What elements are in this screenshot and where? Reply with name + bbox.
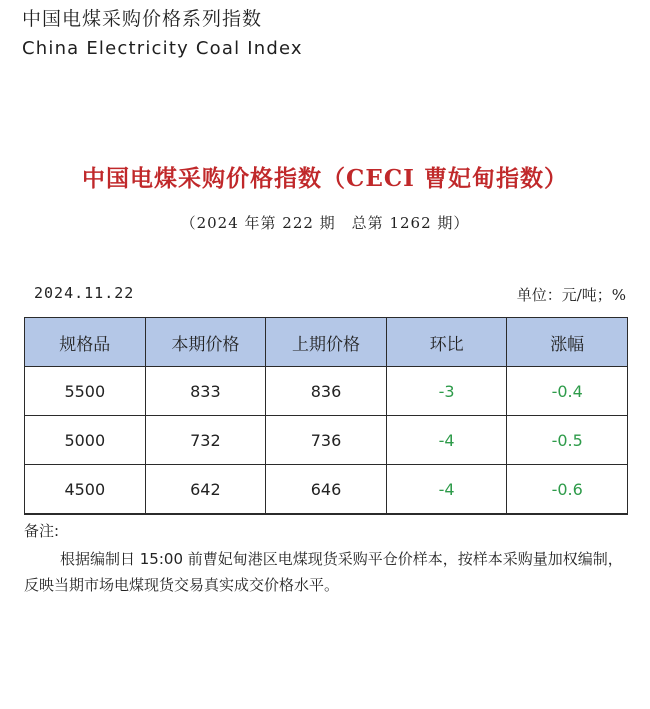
table-row: [25, 465, 628, 515]
cell-spec: 5500: [25, 367, 146, 416]
column-header-pct: 涨幅: [507, 318, 628, 367]
cell-change: -3: [386, 367, 507, 416]
notes-label: 备注:: [24, 522, 60, 540]
column-header-current: 本期价格: [145, 318, 266, 367]
cell-spec: 5000: [25, 416, 146, 465]
cell-change: -4: [386, 416, 507, 465]
report-title: 中国电煤采购价格指数（CECI 曹妃甸指数）: [82, 165, 568, 192]
cell-previous: 736: [266, 416, 387, 465]
price-index-table: [24, 317, 628, 515]
column-header-previous: 上期价格: [266, 318, 387, 367]
cell-pct: -0.4: [507, 367, 628, 416]
notes-text: 根据编制日 15:00 前曹妃甸港区电煤现货采购平仓价样本，按样本采购量加权编制，反映当期市场电煤现货交易真实成交价格水平。: [24, 550, 623, 594]
cell-pct: -0.6: [507, 465, 628, 515]
series-title-cn: 中国电煤采购价格系列指数: [22, 8, 263, 30]
cell-previous: 836: [266, 367, 387, 416]
column-header-change: 环比: [386, 318, 507, 367]
cell-pct: -0.5: [507, 416, 628, 465]
table-header-row: [25, 318, 628, 367]
cell-current: 732: [145, 416, 266, 465]
issue-number: （2024 年第 222 期 总第 1262 期）: [180, 214, 470, 232]
cell-previous: 646: [266, 465, 387, 515]
table-row: [25, 367, 628, 416]
unit-label: 单位：元/吨；%: [516, 286, 626, 304]
series-title-en: China Electricity Coal Index: [22, 38, 303, 59]
cell-current: 833: [145, 367, 266, 416]
column-header-spec: 规格品: [25, 318, 146, 367]
cell-spec: 4500: [25, 465, 146, 515]
cell-current: 642: [145, 465, 266, 515]
table-row: [25, 416, 628, 465]
cell-change: -4: [386, 465, 507, 515]
report-date: 2024.11.22: [34, 284, 135, 302]
